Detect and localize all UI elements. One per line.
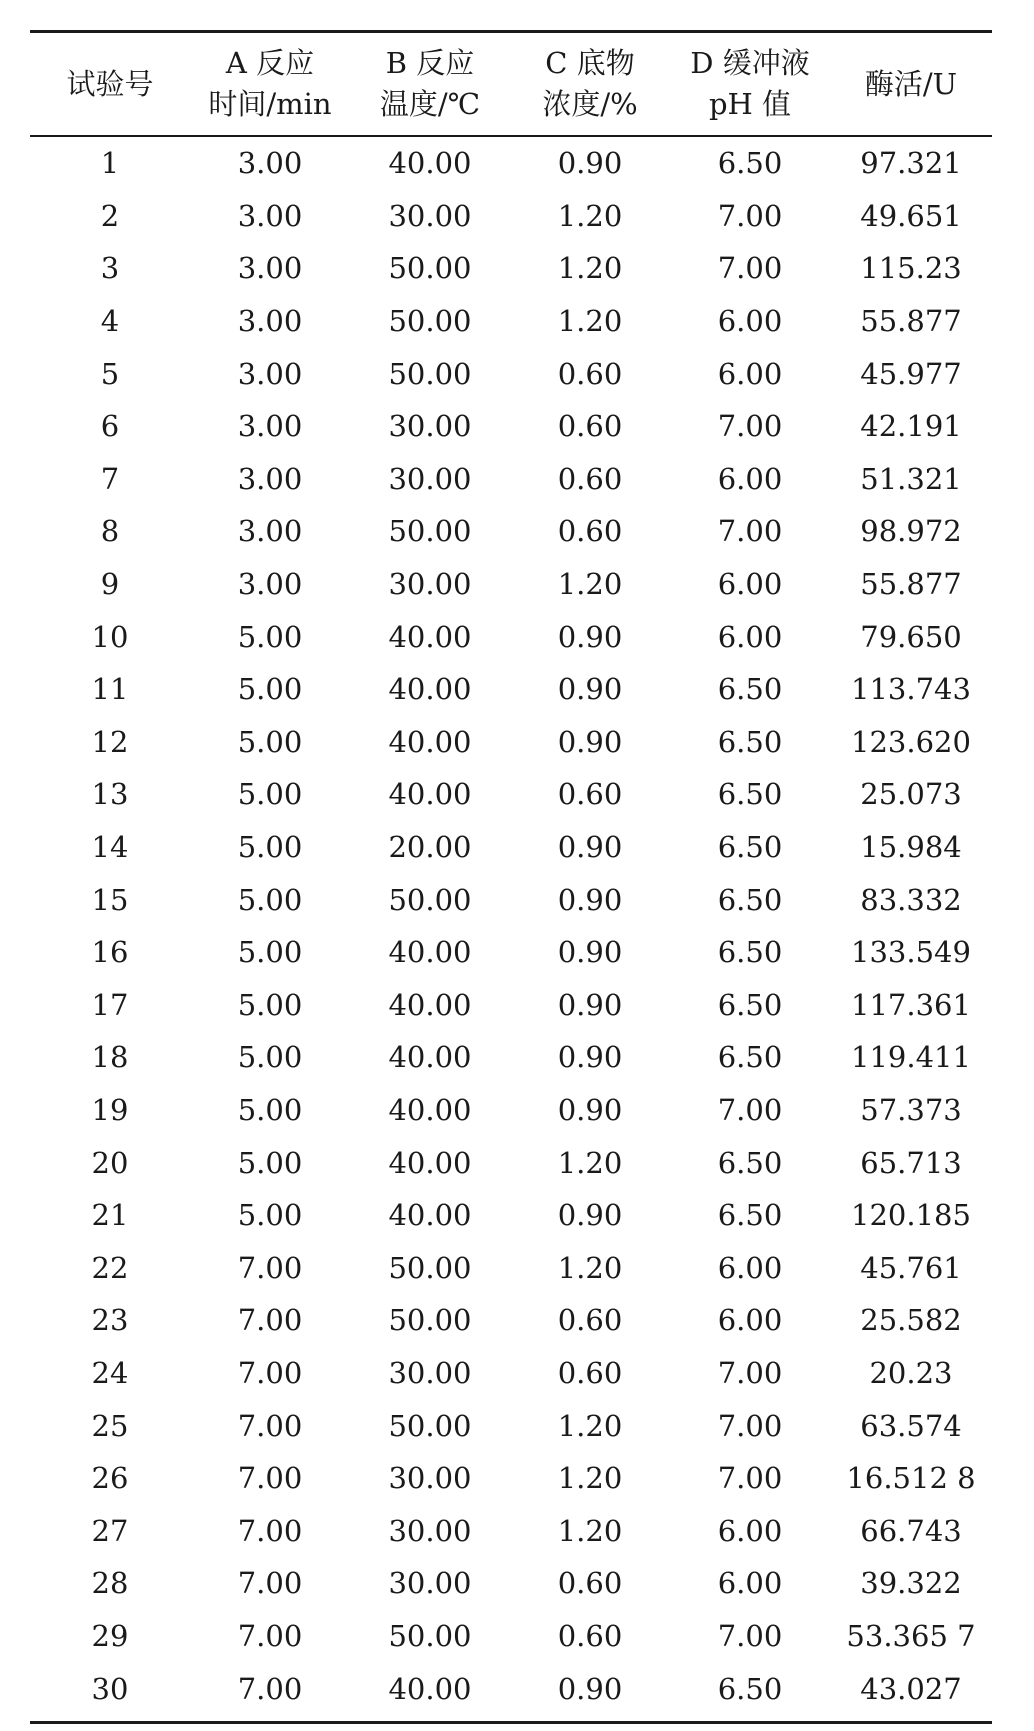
cell-buffer-ph: 7.00 xyxy=(717,198,783,233)
cell-reaction-time: 3.00 xyxy=(237,514,303,549)
cell-reaction-time: 3.00 xyxy=(237,198,303,233)
cell-trial-number: 25 xyxy=(91,1408,129,1443)
cell-reaction-time: 5.00 xyxy=(237,1145,303,1180)
table-row xyxy=(30,1452,992,1505)
cell-enzyme-activity: 66.743 xyxy=(860,1513,962,1548)
cell-buffer-ph: 7.00 xyxy=(717,409,783,444)
table-row xyxy=(30,1136,992,1189)
cell-buffer-ph: 6.50 xyxy=(717,1145,783,1180)
cell-substrate-concentration: 1.20 xyxy=(557,1513,623,1548)
cell-reaction-time: 7.00 xyxy=(237,1250,303,1285)
cell-reaction-temperature: 40.00 xyxy=(388,672,472,707)
cell-buffer-ph: 6.00 xyxy=(717,619,783,654)
cell-substrate-concentration: 0.90 xyxy=(557,1198,623,1233)
cell-reaction-temperature: 30.00 xyxy=(388,1461,472,1496)
cell-trial-number: 27 xyxy=(91,1513,129,1548)
cell-enzyme-activity: 55.877 xyxy=(860,304,962,339)
cell-substrate-concentration: 0.90 xyxy=(557,935,623,970)
cell-enzyme-activity: 51.321 xyxy=(860,461,962,496)
cell-substrate-concentration: 0.90 xyxy=(557,619,623,654)
cell-enzyme-activity: 16.512 8 xyxy=(846,1461,976,1496)
cell-substrate-concentration: 0.60 xyxy=(557,356,623,391)
header-reaction-temperature xyxy=(350,43,510,125)
cell-enzyme-activity: 117.361 xyxy=(851,987,971,1022)
cell-trial-number: 12 xyxy=(91,724,129,759)
cell-reaction-time: 7.00 xyxy=(237,1303,303,1338)
cell-reaction-temperature: 30.00 xyxy=(388,461,472,496)
cell-reaction-temperature: 50.00 xyxy=(388,1303,472,1338)
cell-enzyme-activity: 97.321 xyxy=(860,146,962,181)
cell-trial-number: 28 xyxy=(91,1566,129,1601)
cell-enzyme-activity: 63.574 xyxy=(860,1408,962,1443)
table-row xyxy=(30,1189,992,1242)
header-line: pH 值 xyxy=(708,87,792,121)
cell-reaction-time: 5.00 xyxy=(237,1040,303,1075)
cell-buffer-ph: 7.00 xyxy=(717,1092,783,1127)
table-header xyxy=(30,33,992,135)
cell-reaction-time: 5.00 xyxy=(237,724,303,759)
table-row xyxy=(30,190,992,243)
cell-buffer-ph: 6.50 xyxy=(717,777,783,812)
table-row xyxy=(30,1241,992,1294)
table-row xyxy=(30,1662,992,1715)
cell-substrate-concentration: 0.90 xyxy=(557,882,623,917)
cell-substrate-concentration: 0.60 xyxy=(557,409,623,444)
cell-substrate-concentration: 0.60 xyxy=(557,777,623,812)
cell-reaction-temperature: 40.00 xyxy=(388,1671,472,1706)
cell-trial-number: 15 xyxy=(91,882,129,917)
table-row xyxy=(30,558,992,611)
cell-reaction-temperature: 40.00 xyxy=(388,724,472,759)
cell-substrate-concentration: 1.20 xyxy=(557,1461,623,1496)
table-row xyxy=(30,1557,992,1610)
cell-reaction-time: 5.00 xyxy=(237,619,303,654)
cell-enzyme-activity: 98.972 xyxy=(860,514,962,549)
cell-substrate-concentration: 1.20 xyxy=(557,304,623,339)
cell-trial-number: 23 xyxy=(91,1303,129,1338)
table-row xyxy=(30,137,992,190)
cell-buffer-ph: 6.50 xyxy=(717,1198,783,1233)
cell-enzyme-activity: 53.365 7 xyxy=(846,1618,976,1653)
header-line: 试验号 xyxy=(66,66,154,101)
cell-substrate-concentration: 0.60 xyxy=(557,461,623,496)
cell-reaction-time: 5.00 xyxy=(237,777,303,812)
cell-trial-number: 10 xyxy=(91,619,129,654)
cell-reaction-temperature: 50.00 xyxy=(388,304,472,339)
cell-reaction-temperature: 40.00 xyxy=(388,146,472,181)
cell-reaction-time: 3.00 xyxy=(237,567,303,602)
cell-buffer-ph: 6.00 xyxy=(717,304,783,339)
cell-buffer-ph: 6.00 xyxy=(717,567,783,602)
cell-buffer-ph: 7.00 xyxy=(717,1618,783,1653)
cell-buffer-ph: 6.00 xyxy=(717,1250,783,1285)
cell-reaction-temperature: 50.00 xyxy=(388,514,472,549)
cell-enzyme-activity: 79.650 xyxy=(860,619,962,654)
header-trial-number xyxy=(30,64,190,105)
table-body xyxy=(30,137,992,1715)
cell-substrate-concentration: 1.20 xyxy=(557,1250,623,1285)
cell-enzyme-activity: 43.027 xyxy=(860,1671,962,1706)
table-row xyxy=(30,716,992,769)
cell-reaction-temperature: 40.00 xyxy=(388,1145,472,1180)
cell-reaction-temperature: 40.00 xyxy=(388,619,472,654)
cell-reaction-temperature: 30.00 xyxy=(388,1355,472,1390)
table-row xyxy=(30,1031,992,1084)
cell-trial-number: 22 xyxy=(91,1250,129,1285)
table-row xyxy=(30,347,992,400)
cell-buffer-ph: 6.50 xyxy=(717,724,783,759)
cell-trial-number: 5 xyxy=(100,356,120,391)
cell-reaction-time: 5.00 xyxy=(237,1092,303,1127)
cell-reaction-time: 3.00 xyxy=(237,461,303,496)
cell-reaction-time: 5.00 xyxy=(237,987,303,1022)
cell-enzyme-activity: 115.23 xyxy=(860,251,962,286)
cell-reaction-time: 3.00 xyxy=(237,304,303,339)
header-reaction-time xyxy=(190,43,350,125)
cell-buffer-ph: 6.50 xyxy=(717,935,783,970)
cell-buffer-ph: 6.00 xyxy=(717,1303,783,1338)
cell-trial-number: 20 xyxy=(91,1145,129,1180)
table-row xyxy=(30,453,992,506)
cell-enzyme-activity: 119.411 xyxy=(851,1040,971,1075)
cell-buffer-ph: 7.00 xyxy=(717,1408,783,1443)
table-row xyxy=(30,821,992,874)
cell-substrate-concentration: 0.60 xyxy=(557,1566,623,1601)
cell-reaction-time: 3.00 xyxy=(237,251,303,286)
cell-trial-number: 9 xyxy=(100,567,120,602)
cell-substrate-concentration: 0.90 xyxy=(557,146,623,181)
table-row xyxy=(30,1084,992,1137)
cell-buffer-ph: 7.00 xyxy=(717,1461,783,1496)
cell-buffer-ph: 6.50 xyxy=(717,146,783,181)
cell-buffer-ph: 6.00 xyxy=(717,356,783,391)
cell-trial-number: 13 xyxy=(91,777,129,812)
cell-reaction-time: 7.00 xyxy=(237,1618,303,1653)
cell-reaction-time: 3.00 xyxy=(237,146,303,181)
table-row xyxy=(30,1294,992,1347)
cell-trial-number: 14 xyxy=(91,830,129,865)
cell-buffer-ph: 7.00 xyxy=(717,514,783,549)
table-bottom-rule xyxy=(30,1721,992,1724)
cell-buffer-ph: 6.50 xyxy=(717,830,783,865)
cell-reaction-temperature: 50.00 xyxy=(388,251,472,286)
cell-substrate-concentration: 0.60 xyxy=(557,1355,623,1390)
cell-buffer-ph: 6.50 xyxy=(717,672,783,707)
cell-substrate-concentration: 0.90 xyxy=(557,672,623,707)
cell-buffer-ph: 6.50 xyxy=(717,882,783,917)
cell-reaction-time: 7.00 xyxy=(237,1461,303,1496)
table-row xyxy=(30,295,992,348)
cell-reaction-temperature: 40.00 xyxy=(388,1040,472,1075)
cell-trial-number: 11 xyxy=(91,672,129,707)
table-row xyxy=(30,400,992,453)
cell-reaction-temperature: 50.00 xyxy=(388,1408,472,1443)
cell-reaction-time: 5.00 xyxy=(237,882,303,917)
cell-substrate-concentration: 0.90 xyxy=(557,1040,623,1075)
cell-substrate-concentration: 0.60 xyxy=(557,1303,623,1338)
cell-reaction-temperature: 40.00 xyxy=(388,777,472,812)
cell-reaction-temperature: 30.00 xyxy=(388,198,472,233)
table-row xyxy=(30,610,992,663)
cell-substrate-concentration: 0.60 xyxy=(557,514,623,549)
header-line: 温度/℃ xyxy=(379,87,481,121)
table-row xyxy=(30,663,992,716)
cell-substrate-concentration: 1.20 xyxy=(557,251,623,286)
header-line: D 缓冲液 xyxy=(690,46,810,80)
cell-trial-number: 4 xyxy=(100,304,120,339)
cell-buffer-ph: 6.00 xyxy=(717,1566,783,1601)
cell-substrate-concentration: 1.20 xyxy=(557,567,623,602)
cell-reaction-temperature: 30.00 xyxy=(388,409,472,444)
cell-buffer-ph: 7.00 xyxy=(717,251,783,286)
cell-reaction-time: 3.00 xyxy=(237,356,303,391)
cell-substrate-concentration: 0.90 xyxy=(557,1092,623,1127)
cell-trial-number: 18 xyxy=(91,1040,129,1075)
cell-buffer-ph: 7.00 xyxy=(717,1355,783,1390)
cell-substrate-concentration: 1.20 xyxy=(557,198,623,233)
cell-reaction-temperature: 30.00 xyxy=(388,1566,472,1601)
cell-enzyme-activity: 123.620 xyxy=(851,724,971,759)
header-substrate-concentration xyxy=(510,43,670,125)
cell-enzyme-activity: 55.877 xyxy=(860,567,962,602)
cell-enzyme-activity: 133.549 xyxy=(851,935,971,970)
cell-trial-number: 17 xyxy=(91,987,129,1022)
cell-trial-number: 26 xyxy=(91,1461,129,1496)
experiment-table xyxy=(30,30,992,1724)
cell-buffer-ph: 6.00 xyxy=(717,461,783,496)
cell-enzyme-activity: 83.332 xyxy=(860,882,962,917)
cell-trial-number: 16 xyxy=(91,935,129,970)
cell-enzyme-activity: 25.582 xyxy=(860,1303,962,1338)
table-row xyxy=(30,1347,992,1400)
cell-trial-number: 24 xyxy=(91,1355,129,1390)
cell-reaction-time: 5.00 xyxy=(237,830,303,865)
cell-trial-number: 8 xyxy=(100,514,120,549)
cell-enzyme-activity: 57.373 xyxy=(860,1092,962,1127)
cell-reaction-temperature: 50.00 xyxy=(388,356,472,391)
cell-trial-number: 1 xyxy=(100,146,120,181)
cell-enzyme-activity: 15.984 xyxy=(860,830,962,865)
cell-substrate-concentration: 0.90 xyxy=(557,987,623,1022)
cell-trial-number: 6 xyxy=(100,409,120,444)
cell-reaction-temperature: 40.00 xyxy=(388,935,472,970)
cell-enzyme-activity: 120.185 xyxy=(851,1198,971,1233)
header-buffer-ph xyxy=(670,43,830,125)
cell-reaction-temperature: 30.00 xyxy=(388,567,472,602)
table-row xyxy=(30,768,992,821)
cell-enzyme-activity: 45.761 xyxy=(860,1250,962,1285)
cell-reaction-time: 5.00 xyxy=(237,672,303,707)
cell-substrate-concentration: 1.20 xyxy=(557,1145,623,1180)
table-row xyxy=(30,1399,992,1452)
table-row xyxy=(30,505,992,558)
cell-reaction-time: 3.00 xyxy=(237,409,303,444)
cell-reaction-temperature: 30.00 xyxy=(388,1513,472,1548)
cell-buffer-ph: 6.00 xyxy=(717,1513,783,1548)
cell-trial-number: 29 xyxy=(91,1618,129,1653)
cell-reaction-time: 7.00 xyxy=(237,1513,303,1548)
cell-reaction-time: 5.00 xyxy=(237,935,303,970)
cell-reaction-temperature: 40.00 xyxy=(388,1092,472,1127)
cell-reaction-temperature: 50.00 xyxy=(388,882,472,917)
table-row xyxy=(30,873,992,926)
cell-reaction-temperature: 50.00 xyxy=(388,1250,472,1285)
cell-reaction-time: 7.00 xyxy=(237,1671,303,1706)
cell-substrate-concentration: 0.90 xyxy=(557,830,623,865)
cell-reaction-temperature: 50.00 xyxy=(388,1618,472,1653)
cell-trial-number: 7 xyxy=(100,461,120,496)
cell-trial-number: 30 xyxy=(91,1671,129,1706)
header-line: 酶活/U xyxy=(864,66,958,101)
cell-enzyme-activity: 20.23 xyxy=(869,1355,953,1390)
cell-substrate-concentration: 0.60 xyxy=(557,1618,623,1653)
cell-enzyme-activity: 25.073 xyxy=(860,777,962,812)
cell-enzyme-activity: 39.322 xyxy=(860,1566,962,1601)
cell-enzyme-activity: 65.713 xyxy=(860,1145,962,1180)
cell-reaction-temperature: 20.00 xyxy=(388,830,472,865)
cell-substrate-concentration: 0.90 xyxy=(557,724,623,759)
table-row xyxy=(30,242,992,295)
cell-enzyme-activity: 42.191 xyxy=(860,409,962,444)
header-line: B 反应 xyxy=(385,46,475,80)
cell-trial-number: 2 xyxy=(100,198,120,233)
table-row xyxy=(30,979,992,1032)
cell-reaction-time: 7.00 xyxy=(237,1566,303,1601)
cell-substrate-concentration: 0.90 xyxy=(557,1671,623,1706)
cell-trial-number: 3 xyxy=(100,251,120,286)
header-line: C 底物 xyxy=(545,46,635,80)
cell-reaction-time: 5.00 xyxy=(237,1198,303,1233)
cell-trial-number: 21 xyxy=(91,1198,129,1233)
header-line: 时间/min xyxy=(208,87,332,121)
cell-reaction-temperature: 40.00 xyxy=(388,1198,472,1233)
cell-reaction-temperature: 40.00 xyxy=(388,987,472,1022)
cell-enzyme-activity: 113.743 xyxy=(851,672,971,707)
table-row xyxy=(30,1610,992,1663)
cell-buffer-ph: 6.50 xyxy=(717,1040,783,1075)
cell-trial-number: 19 xyxy=(91,1092,129,1127)
cell-reaction-time: 7.00 xyxy=(237,1355,303,1390)
header-enzyme-activity xyxy=(830,64,992,105)
table-row xyxy=(30,926,992,979)
cell-substrate-concentration: 1.20 xyxy=(557,1408,623,1443)
table-row xyxy=(30,1504,992,1557)
cell-buffer-ph: 6.50 xyxy=(717,987,783,1022)
cell-reaction-time: 7.00 xyxy=(237,1408,303,1443)
header-line: A 反应 xyxy=(225,46,315,80)
header-line: 浓度/% xyxy=(542,87,638,121)
cell-enzyme-activity: 49.651 xyxy=(860,198,962,233)
cell-enzyme-activity: 45.977 xyxy=(860,356,962,391)
cell-buffer-ph: 6.50 xyxy=(717,1671,783,1706)
